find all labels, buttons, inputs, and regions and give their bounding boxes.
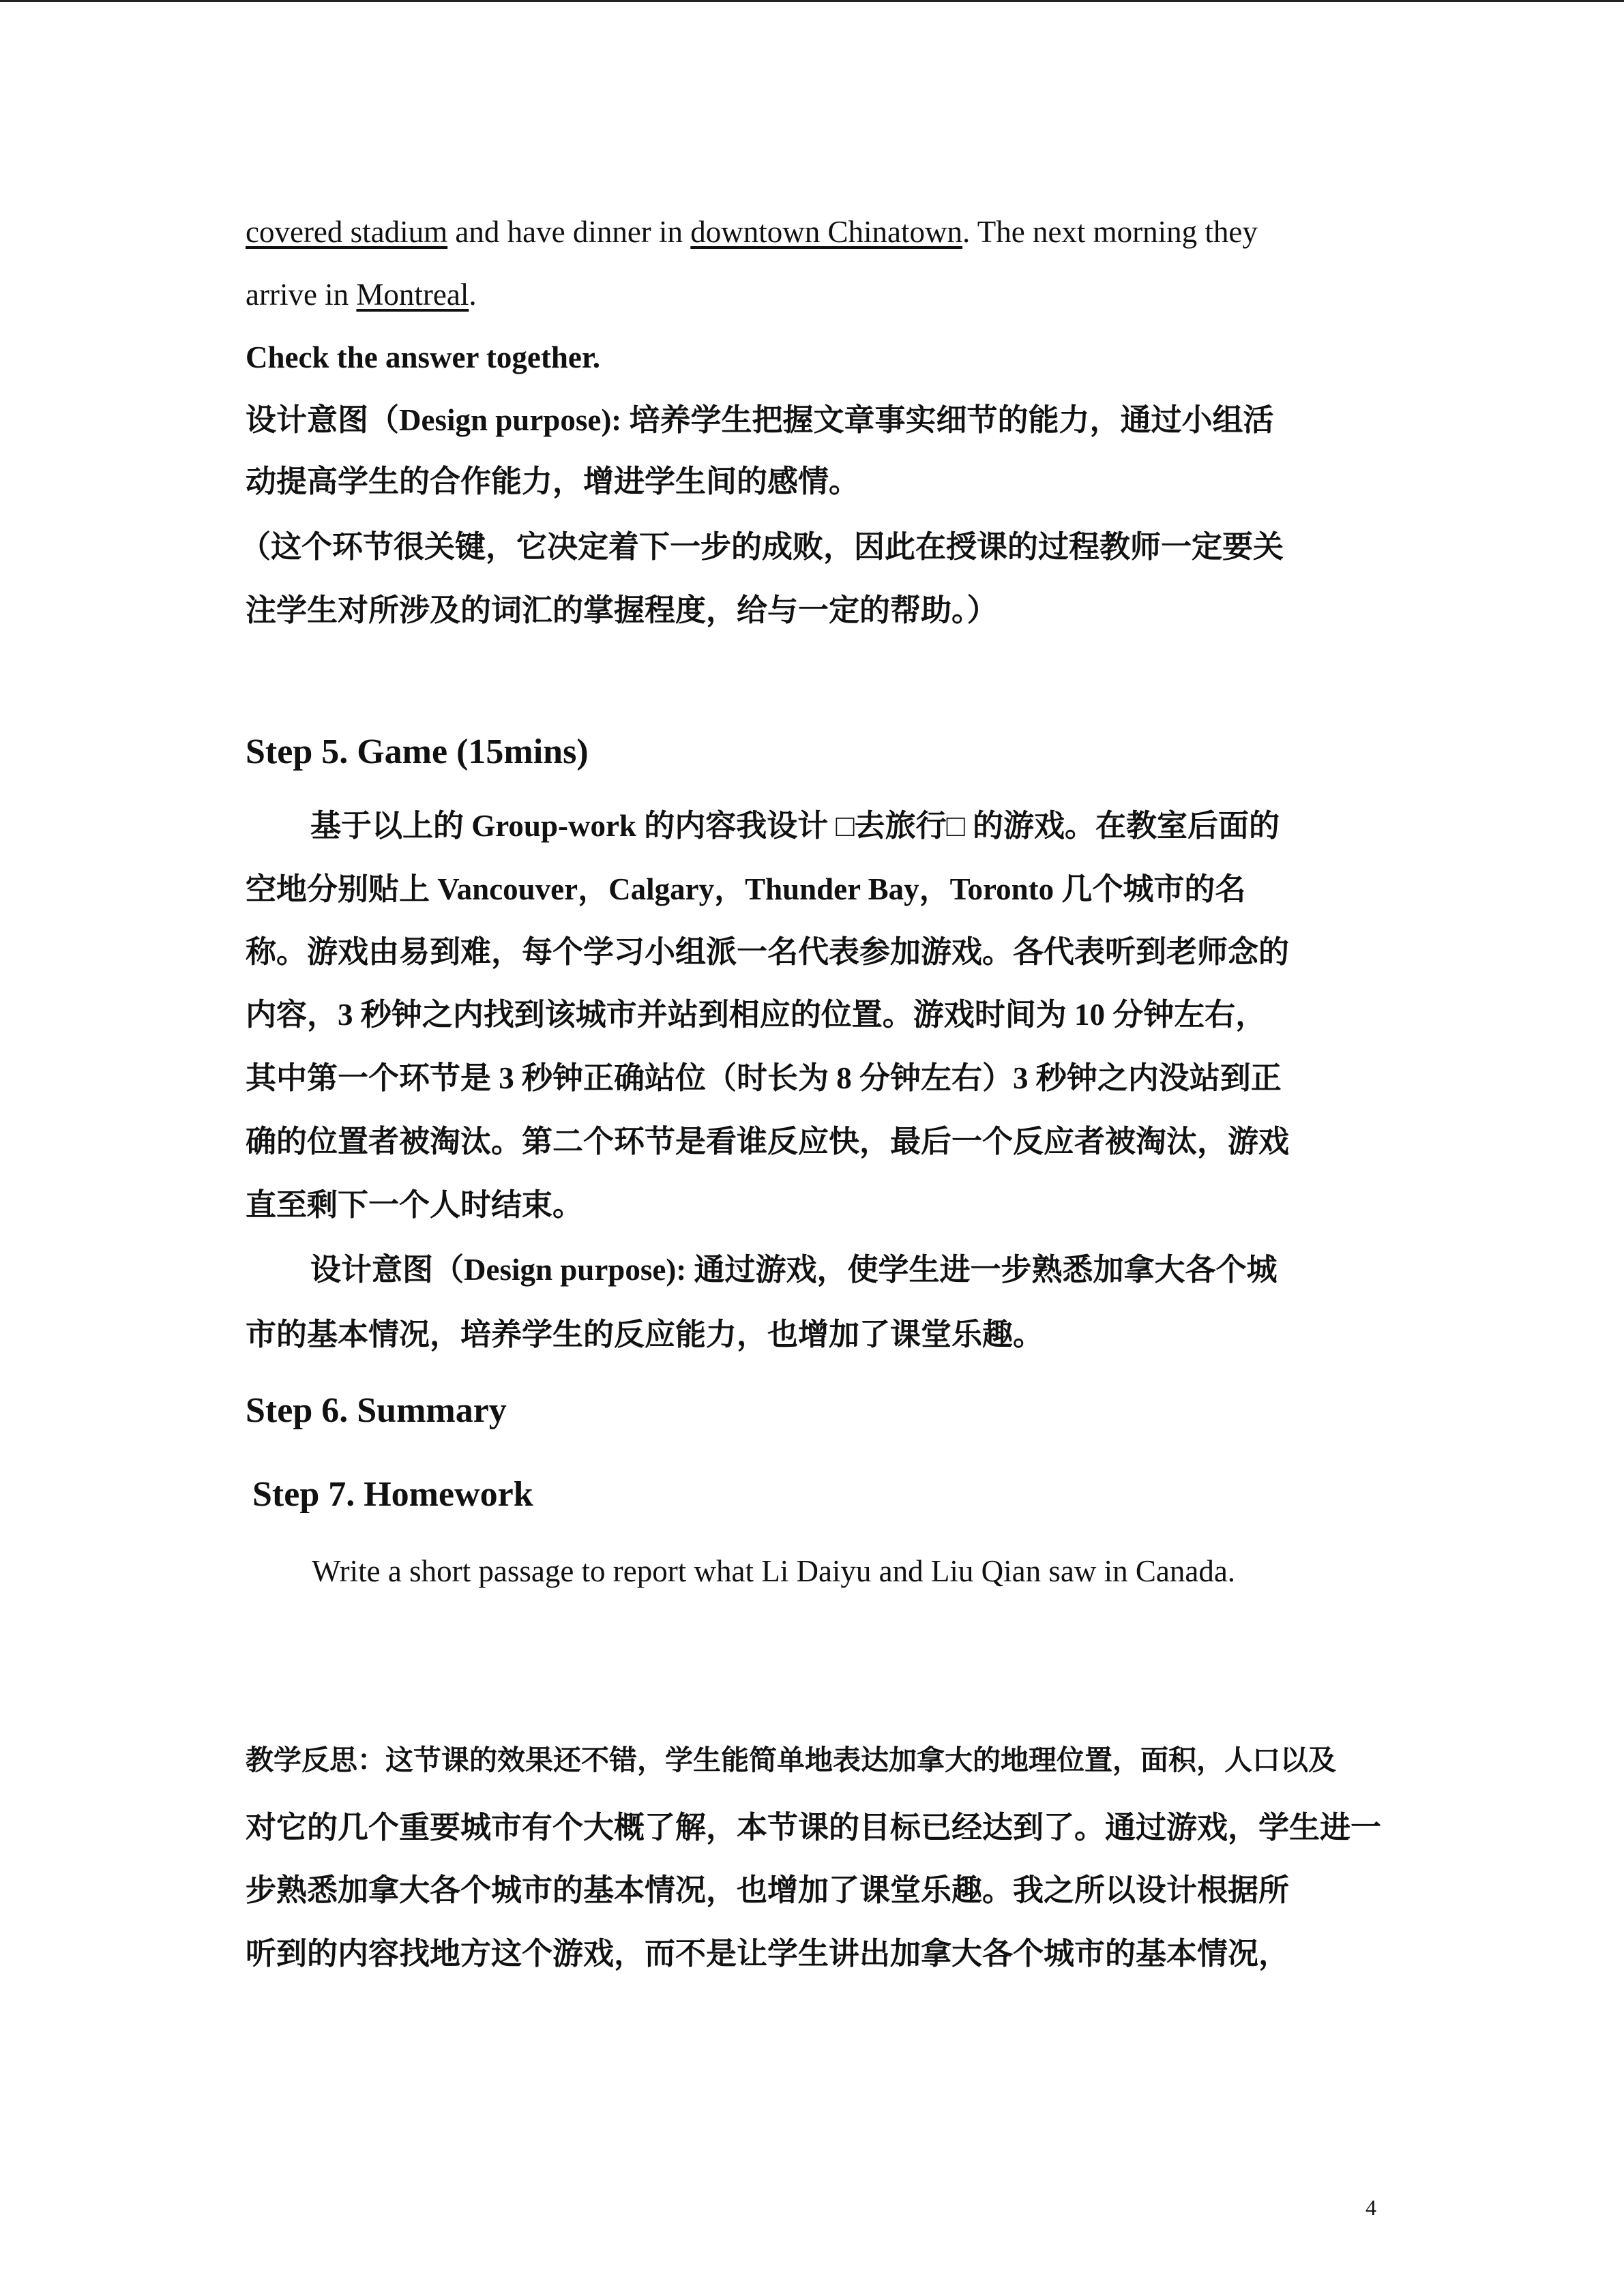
step5-text-line: 直至剩下一个人时结束。 <box>246 1188 584 1222</box>
text-run: 设计意图（ <box>246 403 400 437</box>
step5-text-line: 确的位置者被淘汰。第二个环节是看谁反应快，最后一个反应者被淘汰，游戏 <box>246 1124 1290 1159</box>
body-text-line <box>246 217 1258 248</box>
text-run: arrive in <box>246 278 357 312</box>
step5-text-line: 内容，3 秒钟之内找到该城市并站到相应的位置。游戏时间为 10 分钟左右， <box>246 998 1267 1032</box>
underlined-term: downtown Chinatown <box>690 215 963 249</box>
step5-text-line: 称。游戏由易到难，每个学习小组派一名代表参加游戏。各代表听到老师念的 <box>246 935 1290 969</box>
reflection-line: 步熟悉加拿大各个城市的基本情况，也增加了课堂乐趣。我之所以设计根据所 <box>246 1873 1290 1907</box>
underlined-term: Montreal <box>356 278 469 312</box>
design-purpose-line: 市的基本情况，培养学生的反应能力，也增加了课堂乐趣。 <box>246 1317 1044 1352</box>
text-run: . <box>469 278 477 312</box>
homework-text: Write a short passage to report what Li Daiyu and Liu Qian saw in Canada. <box>312 1554 1236 1588</box>
reflection-line: 对它的几个重要城市有个大概了解，本节课的目标已经达到了。通过游戏，学生进一 <box>246 1810 1382 1845</box>
reflection-line: 教学反思：这节课的效果还不错，学生能简单地表达加拿大的地理位置，面积，人口以及 <box>246 1744 1336 1776</box>
step6-heading: Step 6. Summary <box>246 1391 507 1430</box>
text-run: Design purpose): <box>399 403 622 437</box>
design-purpose-line <box>310 1255 1278 1285</box>
text-run: Design purpose): <box>464 1253 687 1287</box>
note-line: （这个环节很关键，它决定着下一步的成败，因此在授课的过程教师一定要关 <box>240 530 1284 564</box>
step5-text-line: 基于以上的 Group-work 的内容我设计 □去旅行□ 的游戏。在教室后面的 <box>310 809 1280 843</box>
step7-heading: Step 7. Homework <box>252 1475 533 1514</box>
body-text-line <box>246 280 477 310</box>
note-line: 注学生对所涉及的词汇的掌握程度，给与一定的帮助。） <box>246 593 998 627</box>
text-run: . The next morning they <box>962 215 1258 249</box>
reflection-line: 听到的内容找地方这个游戏，而不是让学生讲出加拿大各个城市的基本情况， <box>246 1937 1290 1971</box>
step5-text-line: 其中第一个环节是 3 秒钟正确站位（时长为 8 分钟左右）3 秒钟之内没站到正 <box>246 1061 1282 1095</box>
text-run: 培养学生把握文章事实细节的能力，通过小组活 <box>621 403 1274 437</box>
page-top-border <box>0 0 1624 2</box>
underlined-term: covered stadium <box>246 215 448 249</box>
step5-heading: Step 5. Game (15mins) <box>246 732 589 771</box>
text-run: and have dinner in <box>447 215 691 249</box>
text-run: 通过游戏，使学生进一步熟悉加拿大各个城 <box>686 1253 1278 1287</box>
design-purpose-line <box>246 405 1274 436</box>
design-purpose-line: 动提高学生的合作能力，增进学生间的感情。 <box>246 464 860 498</box>
text-run: 设计意图（ <box>310 1253 464 1287</box>
step5-text-line: 空地分别贴上 Vancouver，Calgary，Thunder Bay，Toronto 几个城市的名 <box>246 872 1246 906</box>
page-number: 4 <box>1365 2195 1376 2220</box>
check-answer-line: Check the answer together. <box>246 340 600 374</box>
